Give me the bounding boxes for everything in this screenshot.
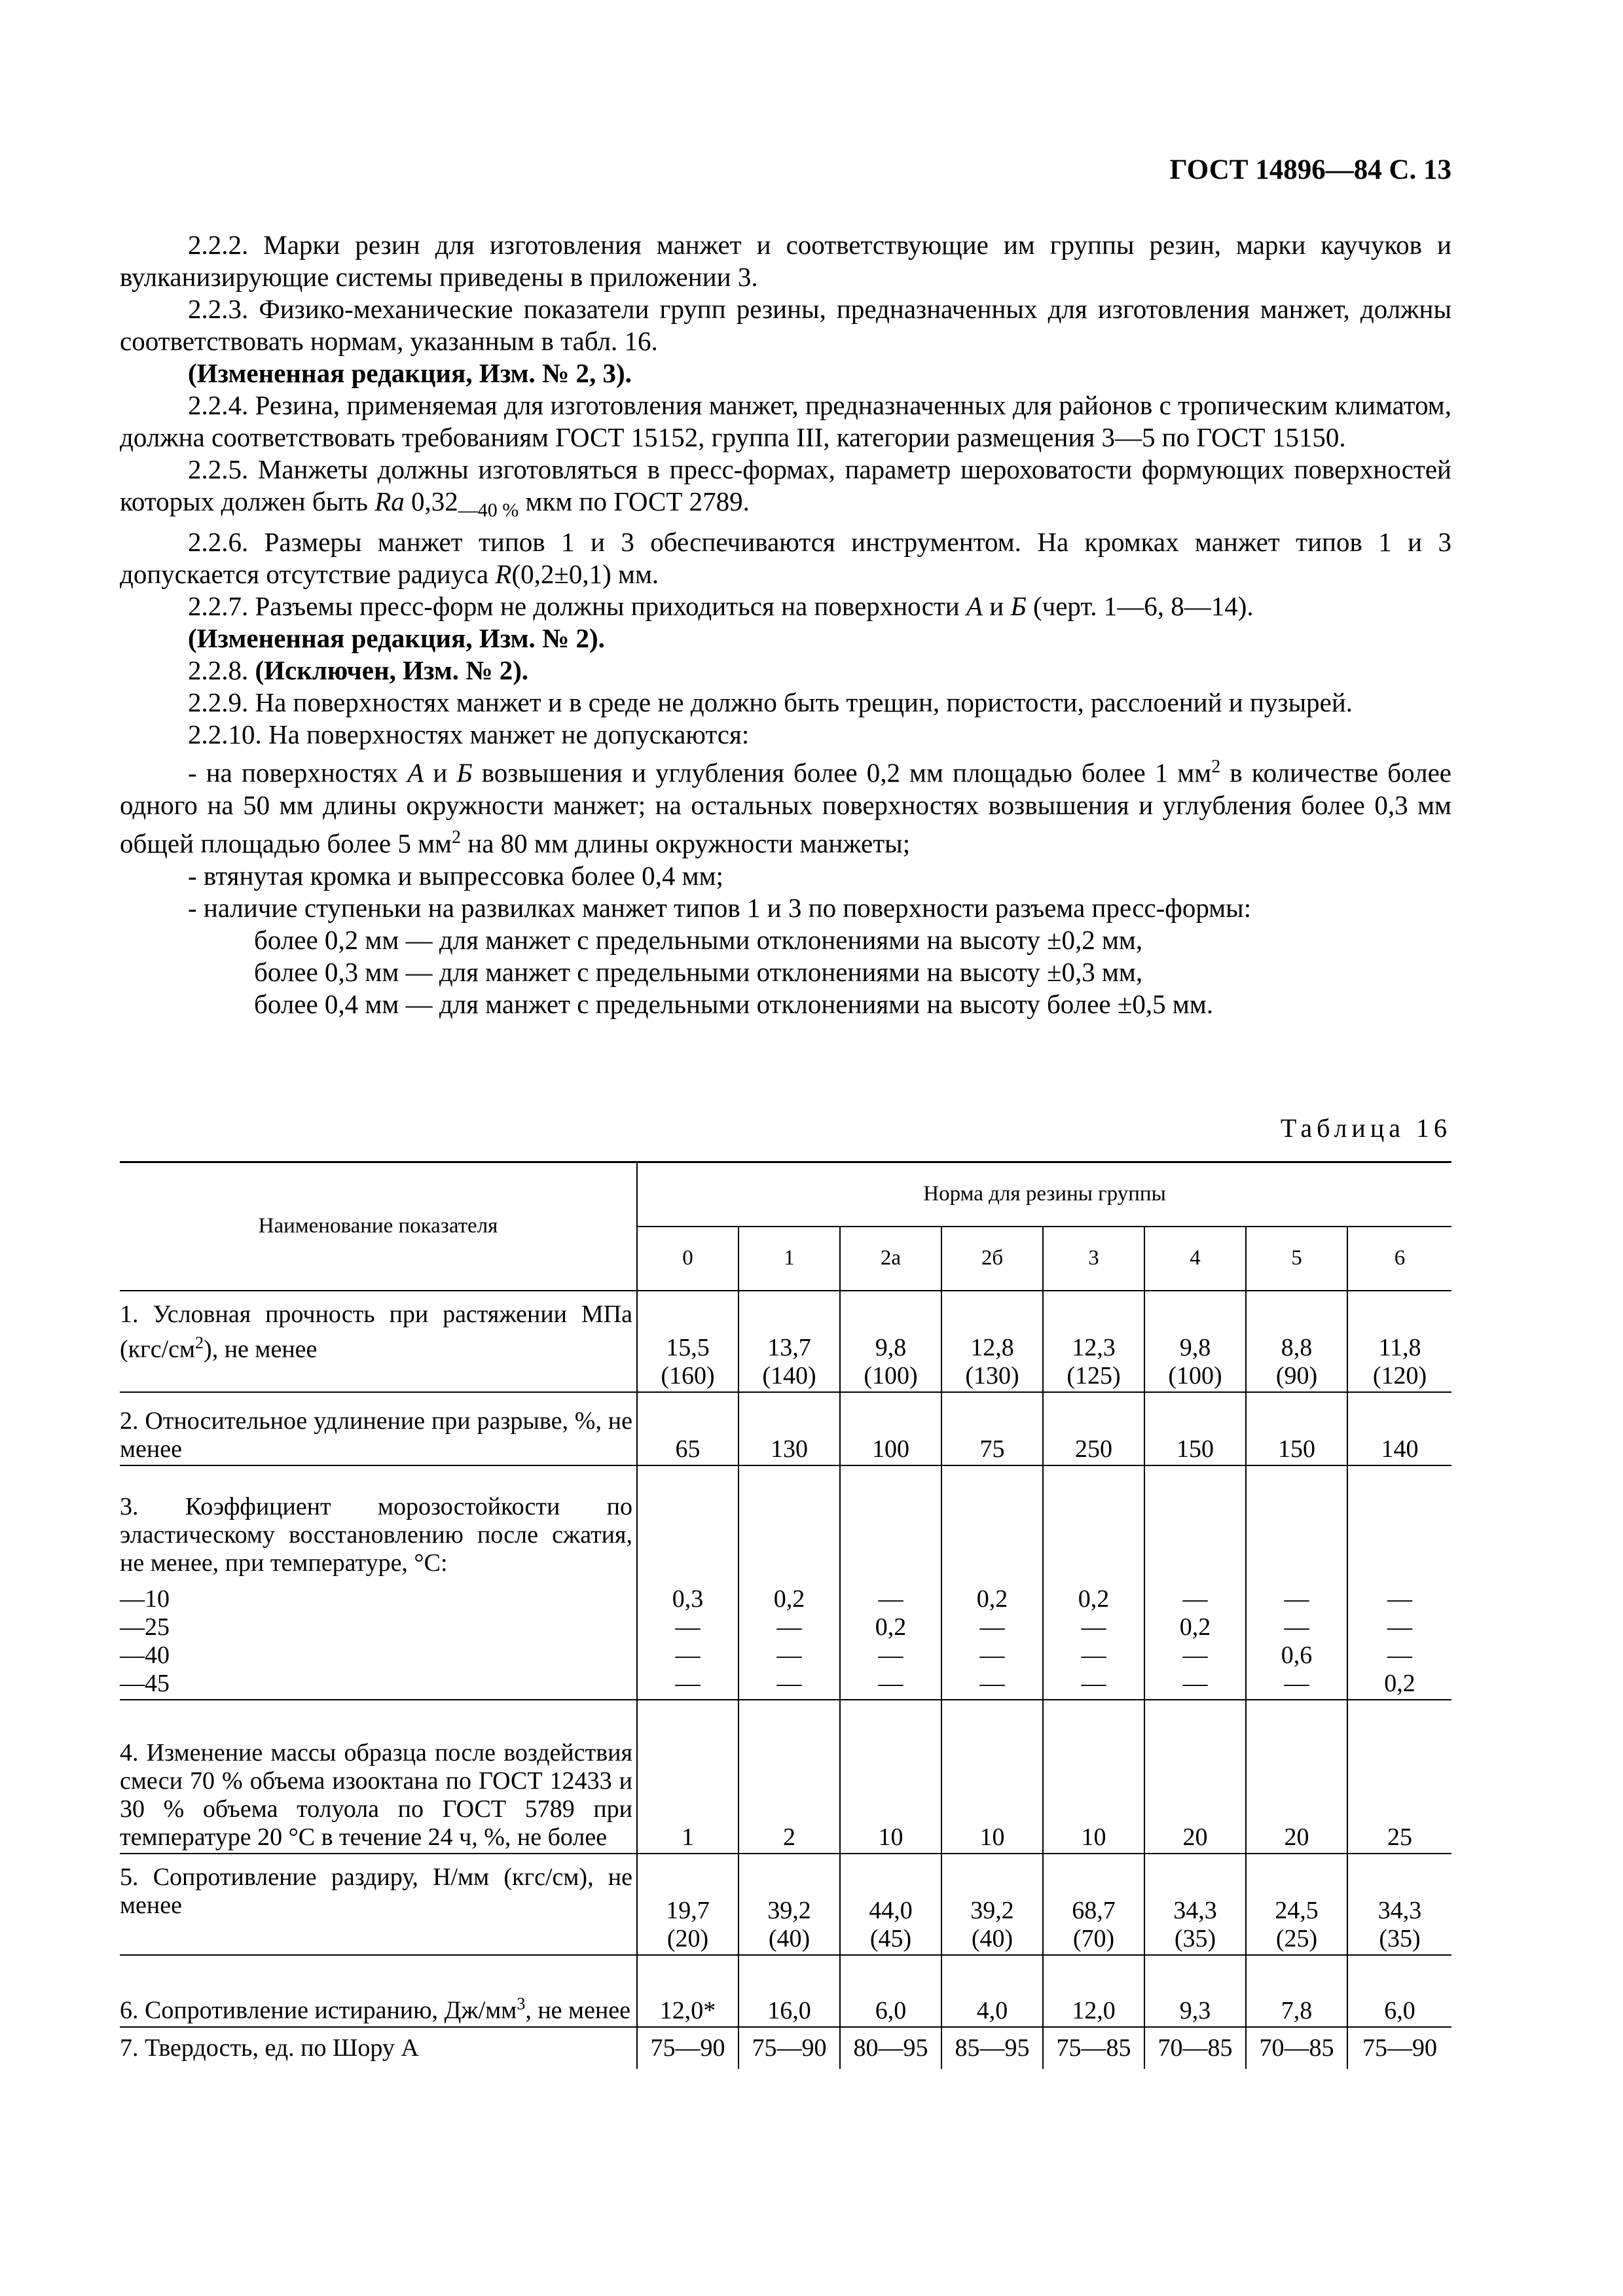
column-header-name: Наименование показателя (120, 1162, 637, 1291)
table-cell: 12,3 (125) (1043, 1291, 1144, 1392)
list-subitem: более 0,2 мм — для манжет с предельными отклонениями на высоту ±0,2 мм, (254, 924, 1143, 955)
paragraph-2-2-6: 2.2.6. Размеры манжет типов 1 и 3 обеспечиваются инструментом. На кромках манжет типов 1 и 3 допускается отсутствие радиуса R(0,2±0,1) мм. (120, 527, 1451, 590)
table-cell: 80—95 (840, 2027, 941, 2069)
table-cell: 0,3 — — — (637, 1465, 739, 1700)
table-row (120, 1465, 1451, 1700)
table-row (120, 1854, 1451, 1955)
table-cell: 85—95 (941, 2027, 1043, 2069)
paragraph-2-2-8: 2.2.8. (Исключен, Изм. № 2). (188, 655, 529, 686)
table-cell: 75—90 (1347, 2027, 1451, 2069)
paragraph-2-2-10: 2.2.10. На поверхностях манжет не допускаются: (188, 719, 750, 750)
table-cell: 25 (1347, 1700, 1451, 1854)
paragraph-2-2-3: 2.2.3. Физико-механические показатели групп резины, предназначенных для изготовления манжет, должны соответствовать нормам, указанным в табл. 16. (120, 294, 1451, 356)
table-cell: 4,0 (941, 1955, 1043, 2027)
table-cell: 11,8 (120) (1347, 1291, 1451, 1392)
document-body (120, 229, 1451, 1020)
table-cell: 150 (1246, 1392, 1347, 1465)
table-cell: 6,0 (840, 1955, 941, 2027)
page-header: ГОСТ 14896—84 С. 13 (1169, 154, 1451, 185)
table-cell: 44,0 (45) (840, 1854, 941, 1955)
table-cell: 7,8 (1246, 1955, 1347, 2027)
table-cell: — 0,2 — — (1144, 1465, 1246, 1700)
table-cell: 75 (941, 1392, 1043, 1465)
table-cell: 34,3 (35) (1144, 1854, 1246, 1955)
table-cell: 1 (637, 1700, 739, 1854)
indicator-name: 3. Коэффициент морозостойкости по эластическому восстановлению после сжатия, не менее, при температуре, °С: —10 —25 —40 —45 (120, 1465, 637, 1700)
group-header: 5 (1246, 1227, 1347, 1291)
list-item: - втянутая кромка и выпрессовка более 0,4 мм; (188, 860, 723, 891)
group-header: 0 (637, 1227, 739, 1291)
table-cell: 12,0* (637, 1955, 739, 2027)
group-header: 2б (941, 1227, 1043, 1291)
table-cell: 10 (1043, 1700, 1144, 1854)
group-header: 4 (1144, 1227, 1246, 1291)
table-cell: 0,2 — — — (1043, 1465, 1144, 1700)
table-cell: 68,7 (70) (1043, 1854, 1144, 1955)
paragraph-2-2-2: 2.2.2. Марки резин для изготовления манжет и соответствующие им группы резин, марки каучуков и вулканизирующие системы приведены в приложении 3. (120, 230, 1451, 292)
table-cell: 0,2 — — — (739, 1465, 840, 1700)
table-cell: 70—85 (1246, 2027, 1347, 2069)
list-subitem: более 0,3 мм — для манжет с предельными отклонениями на высоту ±0,3 мм, (254, 956, 1143, 987)
paragraph-2-2-7: 2.2.7. Разъемы пресс-форм не должны приходиться на поверхности А и Б (черт. 1—6, 8—14). (188, 591, 1254, 622)
table-cell: 34,3 (35) (1347, 1854, 1451, 1955)
table-cell: 16,0 (739, 1955, 840, 2027)
group-header: 1 (739, 1227, 840, 1291)
table-cell: 8,8 (90) (1246, 1291, 1347, 1392)
table-cell: 39,2 (40) (941, 1854, 1043, 1955)
table-cell: 150 (1144, 1392, 1246, 1465)
table-cell: 12,8 (130) (941, 1291, 1043, 1392)
table-row (120, 2027, 1451, 2069)
amendment-note: (Измененная редакция, Изм. № 2, 3). (188, 358, 632, 388)
table-cell: 100 (840, 1392, 941, 1465)
table-cell: 10 (941, 1700, 1043, 1854)
list-subitem: более 0,4 мм — для манжет с предельными отклонениями на высоту более ±0,5 мм. (254, 988, 1214, 1019)
table-cell: — — — 0,2 (1347, 1465, 1451, 1700)
table-cell: 70—85 (1144, 2027, 1246, 2069)
table-cell: 65 (637, 1392, 739, 1465)
table-cell: 6,0 (1347, 1955, 1451, 2027)
table-cell: 2 (739, 1700, 840, 1854)
indicator-name: 4. Изменение массы образца после воздействия смеси 70 % объема изооктана по ГОСТ 12433 и 30 % объема толуола по ГОСТ 5789 при температуре 20 °С в течение 24 ч, %, не более (120, 1700, 637, 1854)
table-cell: 75—90 (637, 2027, 739, 2069)
table-cell: — 0,2 — — (840, 1465, 941, 1700)
group-header: 3 (1043, 1227, 1144, 1291)
table-cell: 20 (1246, 1700, 1347, 1854)
table-cell: 24,5 (25) (1246, 1854, 1347, 1955)
table-row (120, 1392, 1451, 1465)
table-cell: 9,3 (1144, 1955, 1246, 2027)
group-header: 6 (1347, 1227, 1451, 1291)
table-cell: — — 0,6 — (1246, 1465, 1347, 1700)
group-header: 2а (840, 1227, 941, 1291)
amendment-note: (Измененная редакция, Изм. № 2). (188, 623, 605, 654)
table-cell: 75—85 (1043, 2027, 1144, 2069)
column-header-group: Норма для резины группы (637, 1162, 1451, 1227)
table-16 (120, 1161, 1451, 2069)
temperature-list: —10 —25 —40 —45 (120, 1585, 170, 1697)
table-cell: 0,2 — — — (941, 1465, 1043, 1700)
table-cell: 15,5 (160) (637, 1291, 739, 1392)
indicator-name: 2. Относительное удлинение при разрыве, %, не менее (120, 1392, 637, 1465)
indicator-name: 1. Условная прочность при растяжении МПа $(кгс/см^2)$, не менее (120, 1291, 637, 1392)
table-cell: 10 (840, 1700, 941, 1854)
indicator-name: 6. Сопротивление истиранию, $Дж/мм^3$, не менее (120, 1955, 637, 2027)
table-cell: 250 (1043, 1392, 1144, 1465)
table-cell: 75—90 (739, 2027, 840, 2069)
list-item: - на поверхностях А и Б возвышения и углубления более 0,2 мм площадью более 1 $мм^2$ в количестве более одного на 50 мм длины окружности манжет; на остальных поверхностях возвышения и углубления более 0,3 мм общей площадью более 5 $мм^2$ на 80 мм длины окружности манжеты; (120, 757, 1451, 859)
paragraph-2-2-4: 2.2.4. Резина, применяемая для изготовления манжет, предназначенных для районов с тропическим климатом, должна соответствовать требованиям ГОСТ 15152, группа III, категории размещения 3—5 по ГОСТ 15150. (120, 390, 1451, 452)
paragraph-2-2-5: 2.2.5. Манжеты должны изготовляться в пресс-формах, параметр шероховатости формующих поверхностей которых должен быть Ra $0,32_{—40 \%}$ мкм по ГОСТ 2789. (120, 454, 1451, 522)
list-item: - наличие ступеньки на развилках манжет типов 1 и 3 по поверхности разъема пресс-формы: (188, 892, 1252, 923)
indicator-name: 5. Сопротивление раздиру, Н/мм (кгс/см), не менее (120, 1854, 637, 1955)
table-cell: 140 (1347, 1392, 1451, 1465)
table-cell: 9,8 (100) (1144, 1291, 1246, 1392)
table-row (120, 1291, 1451, 1392)
table-cell: 12,0 (1043, 1955, 1144, 2027)
table-row (120, 1700, 1451, 1854)
table-cell: 9,8 (100) (840, 1291, 941, 1392)
indicator-name: 7. Твердость, ед. по Шору А (120, 2034, 419, 2062)
table-cell: 39,2 (40) (739, 1854, 840, 1955)
table-cell: 19,7 (20) (637, 1854, 739, 1955)
table-row (120, 1955, 1451, 2027)
table-cell: 130 (739, 1392, 840, 1465)
paragraph-2-2-9: 2.2.9. На поверхностях манжет и в среде не должно быть трещин, пористости, расслоений и пузырей. (188, 687, 1353, 718)
table-cell: 13,7 (140) (739, 1291, 840, 1392)
table-cell: 20 (1144, 1700, 1246, 1854)
table-caption: Таблица 16 (1280, 1113, 1451, 1143)
